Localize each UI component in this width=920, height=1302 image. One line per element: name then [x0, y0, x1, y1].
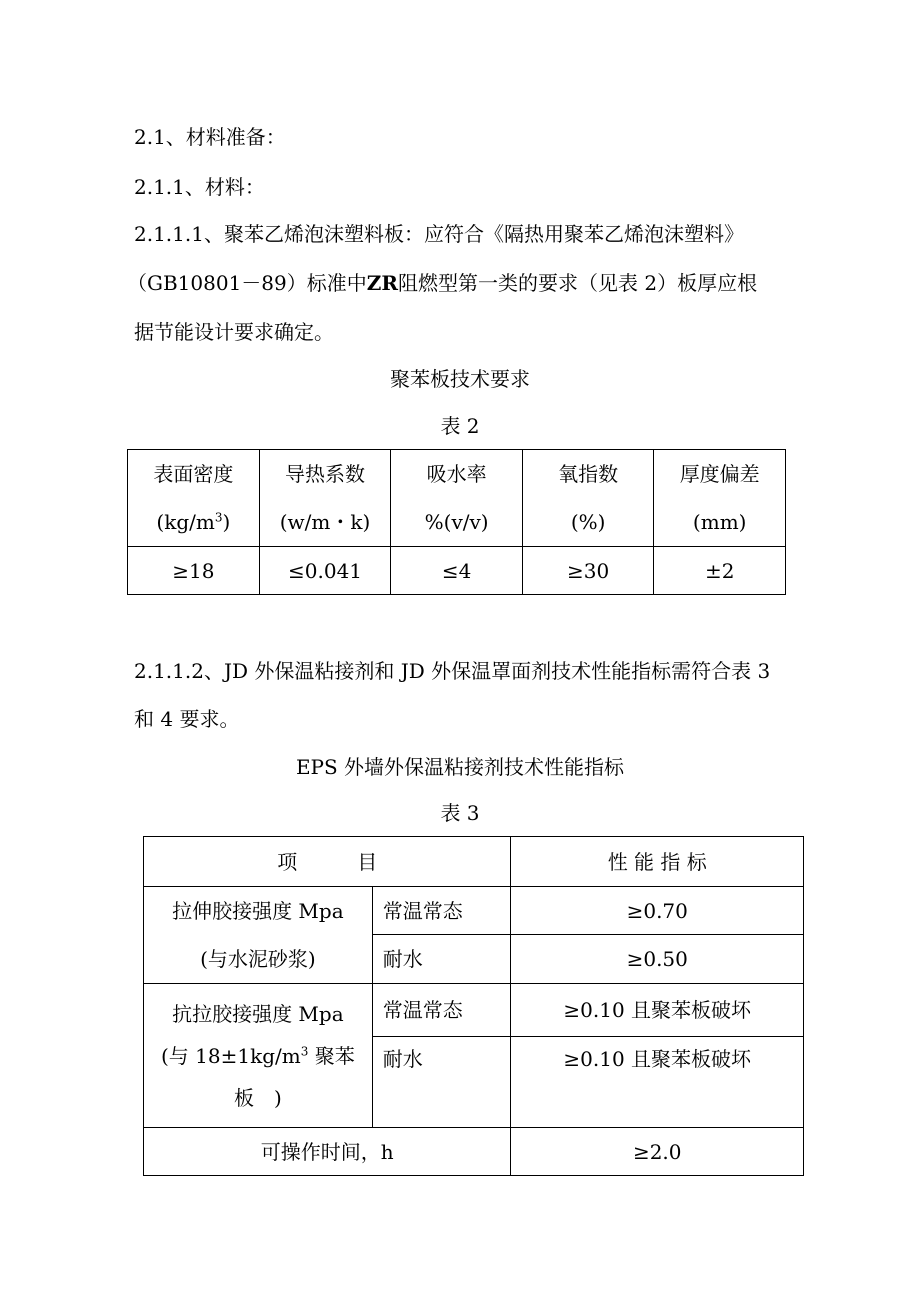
paragraph-materials: 2.1.1、材料：	[134, 175, 265, 199]
table3-condition: 常温常态	[372, 984, 511, 1037]
table3-label: 表 3	[440, 801, 480, 825]
table3-condition: 耐水	[372, 935, 511, 984]
table2-value-cell: ≤0.041	[259, 547, 391, 595]
table3-last-value: ≥2.0	[511, 1128, 804, 1176]
header-name: 厚度偏差	[679, 462, 760, 486]
paragraph-eps-line3: 据节能设计要求确定。	[134, 320, 334, 344]
table2-header-cell	[128, 450, 260, 547]
table2-header-cell	[522, 450, 654, 547]
table3-value: ≥0.10 且聚苯板破坏	[511, 984, 804, 1037]
table2-caption: 聚苯板技术要求	[390, 367, 530, 391]
paragraph-jd-line1: 2.1.1.2、JD 外保温粘接剂和 JD 外保温罩面剂技术性能指标需符合表 3	[134, 659, 771, 683]
table3-group2-label: 抗拉胶接强度 Mpa (与 $18\pm 1kg/m^3$ 聚苯 板 )	[144, 984, 373, 1128]
table3-last-item: 可操作时间，h	[144, 1128, 511, 1176]
table3-condition: 常温常态	[372, 887, 511, 935]
header-unit: (w/m・k)	[279, 510, 371, 534]
table3-value: ≥0.50	[511, 935, 804, 984]
table2-value-cell: ±2	[654, 547, 786, 595]
table2	[127, 449, 786, 595]
table2-header-row	[128, 450, 786, 547]
table2-value-cell: ≥30	[522, 547, 654, 595]
table3-group1-label: 拉伸胶接强度 Mpa (与水泥砂浆)	[144, 887, 373, 984]
paragraph-jd-line2: 和 4 要求。	[134, 707, 240, 731]
table3-caption: EPS 外墙外保温粘接剂技术性能指标	[295, 755, 625, 779]
text-standard: （GB10801－89）标准中	[127, 271, 367, 295]
text-requirement: 阻燃型第一类的要求（见表 2）板厚应根	[397, 271, 758, 295]
table2-header-cell	[391, 450, 523, 547]
paragraph-material-prep: 2.1、材料准备：	[134, 125, 286, 149]
text-zr: ZR	[366, 271, 398, 295]
table3-value: ≥0.10 且聚苯板破坏	[511, 1037, 804, 1128]
table2-value-cell: ≤4	[391, 547, 523, 595]
table3-header-row	[144, 837, 804, 887]
table2-value-cell: ≥18	[128, 547, 260, 595]
table3-condition: 耐水	[372, 1037, 511, 1128]
table3	[143, 836, 804, 1176]
header-unit: (%)	[570, 510, 606, 534]
header-name: 导热系数	[285, 462, 366, 486]
table3-header-item: 项 目	[144, 837, 511, 887]
header-unit: (mm)	[692, 510, 747, 534]
table3-header-index: 性 能 指 标	[511, 837, 804, 887]
table3-value: ≥0.70	[511, 887, 804, 935]
header-name: 吸水率	[426, 462, 487, 486]
table2-header-cell	[259, 450, 391, 547]
table-row	[144, 1128, 804, 1176]
header-unit: %(v/v)	[424, 510, 489, 534]
paragraph-eps-line2	[127, 271, 757, 295]
table2-label: 表 2	[440, 414, 480, 438]
table-row	[144, 887, 804, 935]
table2-header-cell	[654, 450, 786, 547]
paragraph-eps-line1: 2.1.1.1、聚苯乙烯泡沫塑料板：应符合《隔热用聚苯乙烯泡沫塑料》	[134, 222, 744, 246]
table2-value-row	[128, 547, 786, 595]
table-row	[144, 984, 804, 1037]
header-name: 氧指数	[558, 462, 619, 486]
header-unit: $(kg/m^3)$	[156, 510, 231, 534]
header-name: 表面密度	[153, 462, 234, 486]
